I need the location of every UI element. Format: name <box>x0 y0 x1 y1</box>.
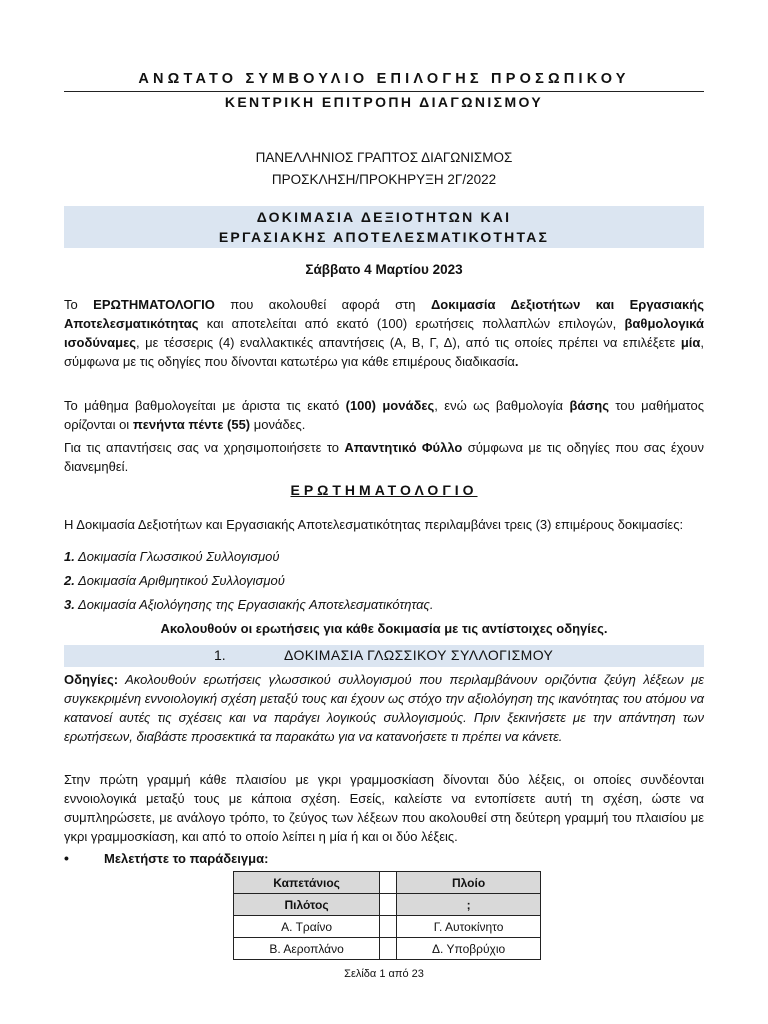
table-cell: ; <box>397 894 541 916</box>
example-table <box>233 871 541 960</box>
exam-date: Σάββατο 4 Μαρτίου 2023 <box>305 262 463 277</box>
organization-title: ΑΝΩΤΑΤΟ ΣΥΜΒΟΥΛΙΟ ΕΠΙΛΟΓΗΣ ΠΡΟΣΩΠΙΚΟΥ <box>138 71 630 87</box>
table-row <box>234 916 541 938</box>
contest-title: ΠΑΝΕΛΛΗΝΙΟΣ ΓΡΑΠΤΟΣ ΔΙΑΓΩΝΙΣΜΟΣ <box>255 150 513 165</box>
invitation-number: ΠΡΟΣΚΛΗΣΗ/ΠΡΟΚΗΡΥΞΗ 2Γ/2022 <box>271 172 497 187</box>
intro-paragraph-1: Το ΕΡΩΤΗΜΑΤΟΛΟΓΙΟ που ακολουθεί αφορά στη Δοκιμασία Δεξιοτήτων και Εργασιακής Αποτελεσματικότητας και αποτελείται από εκατό (100) ερωτήσεις πολλαπλών επιλογών, βαθμολογικά ισοδύναμες, με τέσσερις (4) εναλλακτικές απαντήσεις (Α, Β, Γ, Δ), από τις οποίες πρέπει να επιλέξετε μία, σύμφωνα με τις οδηγίες που δίνονται κατωτέρω για κάθε επιμέρους διαδικασία. <box>64 297 704 369</box>
test-title-line1: ΔΟΚΙΜΑΣΙΑ ΔΕΞΙΟΤΗΤΩΝ ΚΑΙ <box>256 209 512 225</box>
table-row <box>234 894 541 916</box>
table-cell: Πιλότος <box>234 894 380 916</box>
page-number: Σελίδα 1 από 23 <box>344 968 424 980</box>
test-title-line2: ΕΡΓΑΣΙΑΚΗΣ ΑΠΟΤΕΛΕΣΜΑΤΙΚΟΤΗΤΑΣ <box>218 229 550 245</box>
header-divider <box>64 91 704 92</box>
bullet-icon: • <box>64 850 69 866</box>
list-item: 2. Δοκιμασία Αριθμητικού Συλλογισμού <box>64 573 285 588</box>
table-cell: Γ. Αυτοκίνητο <box>397 916 541 938</box>
example-label: Μελετήστε το παράδειγμα: <box>104 851 269 866</box>
section-title: ΔΟΚΙΜΑΣΙΑ ΓΛΩΣΣΙΚΟΥ ΣΥΛΛΟΓΙΣΜΟΥ <box>284 647 554 663</box>
table-gap <box>380 872 397 894</box>
table-cell: Δ. Υποβρύχιο <box>397 938 541 960</box>
table-cell: Β. Αεροπλάνο <box>234 938 380 960</box>
explanation-paragraph: Στην πρώτη γραμμή κάθε πλαισίου με γκρι γραμμοσκίαση δίνονται δύο λέξεις, οι οποίες συνδέονται εννοιολογικά μεταξύ τους με κάποια σχέση. Εσείς, καλείστε να εντοπίσετε αυτή τη σχέση, ώστε να συμπληρώσετε, με ανάλογο τρόπο, το ζεύγος των λέξεων που ακολουθεί στη δεύτερη γραμμή του πλαισίου με γκρι γραμμοσκίαση, και από το οποίο λείπει η μία ή και οι δύο λέξεις. <box>64 772 704 844</box>
intro-paragraph-3: Για τις απαντήσεις σας να χρησιμοποιήσετε το Απαντητικό Φύλλο σύμφωνα με τις οδηγίες που σας έχουν διανεμηθεί. <box>64 440 704 474</box>
table-gap <box>380 916 397 938</box>
table-cell: Α. Τραίνο <box>234 916 380 938</box>
questionnaire-description: Η Δοκιμασία Δεξιοτήτων και Εργασιακής Αποτελεσματικότητας περιλαμβάνει τρεις (3) επιμέρους δοκιμασίες: <box>64 517 684 532</box>
table-row <box>234 938 541 960</box>
test-title-banner <box>64 206 704 248</box>
list-item: 3. Δοκιμασία Αξιολόγησης της Εργασιακής Αποτελεσματικότητας. <box>64 597 434 612</box>
section-number: 1. <box>214 647 226 663</box>
table-gap <box>380 938 397 960</box>
intro-paragraph-2: Το μάθημα βαθμολογείται με άριστα τις εκατό (100) μονάδες, ενώ ως βαθμολογία βάσης του μαθήματος ορίζονται οι πενήντα πέντε (55) μονάδες. <box>64 398 704 432</box>
table-cell: Πλοίο <box>397 872 541 894</box>
questionnaire-heading: ΕΡΩΤΗΜΑΤΟΛΟΓΙΟ <box>290 482 478 498</box>
table-row <box>234 872 541 894</box>
section-1-banner <box>64 645 704 667</box>
committee-title: ΚΕΝΤΡΙΚΗ ΕΠΙΤΡΟΠΗ ΔΙΑΓΩΝΙΣΜΟΥ <box>224 94 544 110</box>
table-cell: Καπετάνιος <box>234 872 380 894</box>
list-item: 1. Δοκιμασία Γλωσσικού Συλλογισμού <box>64 549 280 564</box>
instructions-paragraph: Οδηγίες: Ακολουθούν ερωτήσεις γλωσσικού συλλογισμού που περιλαμβάνουν οριζόντια ζεύγη λέξεων με συγκεκριμένη εννοιολογική σχέση μεταξύ τους και έχουν ως στόχο την αξιολόγηση της ικανότητας του ατόμου να κατανοεί αυτές τις σχέσεις και να παράγει λογικούς συλλογισμούς. Πριν ξεκινήσετε με την απάντηση των ερωτήσεων, διαβάστε προσεκτικά τα παρακάτω για να κατανοήσετε τι πρέπει να κάνετε. <box>64 672 704 744</box>
follow-note: Ακολουθούν οι ερωτήσεις για κάθε δοκιμασία με τις αντίστοιχες οδηγίες. <box>160 621 608 636</box>
table-gap <box>380 894 397 916</box>
